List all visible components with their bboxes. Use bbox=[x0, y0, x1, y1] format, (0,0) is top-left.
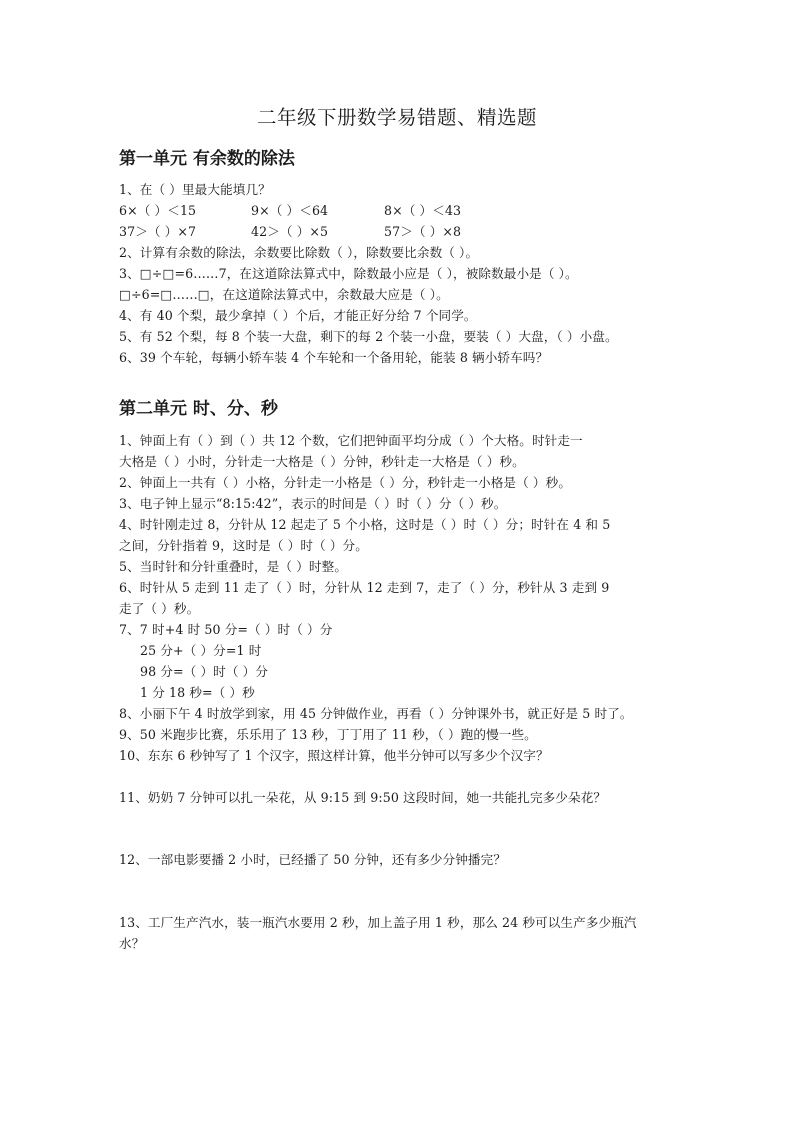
unit2-q1a: 1、钟面上有（ ）到（ ）共 12 个数，它们把钟面平均分成（ ）个大格。时针走一 bbox=[119, 433, 583, 448]
unit1-q4: 4、有 40 个梨，最少拿掉（ ）个后，才能正好分给 7 个同学。 bbox=[119, 308, 477, 323]
unit2-q7b: 25 分+（ ）分=1 时 bbox=[140, 643, 262, 658]
unit1-q5: 5、有 52 个梨，每 8 个装一大盘，剩下的每 2 个装一小盘，要装（ ）大盘，（ ）小盘。 bbox=[119, 329, 618, 344]
unit1-q1-row1 bbox=[119, 201, 719, 221]
unit2-q6a: 6、时针从 5 走到 11 走了（ ）时，分针从 12 走到 7，走了（ ）分，秒针从 3 走到 9 bbox=[119, 580, 610, 595]
unit1-q2: 2、计算有余数的除法，余数要比除数（ ），除数要比余数（ ）。 bbox=[119, 245, 479, 260]
unit2-q10: 10、东东 6 秒钟写了 1 个汉字，照这样计算，他半分钟可以写多少个汉字？ bbox=[119, 748, 549, 763]
unit2-q4b: 之间，分针指着 9，这时是（ ）时（ ）分。 bbox=[119, 538, 368, 553]
unit2-q12: 12、一部电影要播 2 小时，已经播了 50 分钟，还有多少分钟播完？ bbox=[119, 852, 507, 867]
unit2-heading: 第二单元 时、分、秒 bbox=[119, 399, 278, 419]
unit2-q1b: 大格是（ ）小时，分针走一大格是（ ）分钟，秒针走一大格是（ ）秒。 bbox=[119, 454, 525, 469]
unit1-q1: 1、在（ ）里最大能填几？ bbox=[119, 182, 271, 197]
unit2-q13a: 13、工厂生产汽水，装一瓶汽水要用 2 秒，加上盖子用 1 秒，那么 24 秒可以生产多少瓶汽 bbox=[119, 915, 637, 930]
unit2-q7a: 7、7 时+4 时 50 分=（ ）时（ ）分 bbox=[119, 622, 333, 637]
unit1-q1-item5: 42＞（ ）×5 bbox=[251, 224, 329, 239]
unit1-q1-item4: 37＞（ ）×7 bbox=[119, 224, 197, 239]
unit2-q13b: 水？ bbox=[119, 936, 145, 951]
unit2-q6b: 走了（ ）秒。 bbox=[119, 601, 200, 616]
unit1-heading: 第一单元 有余数的除法 bbox=[119, 149, 295, 169]
unit2-q7d: 1 分 18 秒=（ ）秒 bbox=[140, 685, 255, 700]
unit1-q1-row2 bbox=[119, 222, 719, 242]
unit2-q2: 2、钟面上一共有（ ）小格，分针走一小格是（ ）分，秒针走一小格是（ ）秒。 bbox=[119, 475, 572, 490]
unit2-q3: 3、电子钟上显示“8:15:42”，表示的时间是（ ）时（ ）分（ ）秒。 bbox=[119, 496, 507, 511]
unit1-q3b: □÷6=□……□，在这道除法算式中，余数最大应是（ ）。 bbox=[119, 287, 449, 302]
unit2-q8: 8、小丽下午 4 时放学到家，用 45 分钟做作业，再看（ ）分钟课外书，就正好是 5 时了。 bbox=[119, 706, 633, 721]
unit2-q9: 9、50 米跑步比赛，乐乐用了 13 秒，丁丁用了 11 秒，（ ）跑的慢一些。 bbox=[119, 727, 537, 742]
page-title: 二年级下册数学易错题、精选题 bbox=[256, 106, 537, 129]
unit1-q1-item3: 8×（ ）＜43 bbox=[384, 203, 462, 218]
unit1-q1-item2: 9×（ ）＜64 bbox=[251, 203, 329, 218]
unit1-q3a: 3、□÷□=6……7，在这道除法算式中，除数最小应是（ ），被除数最小是（ ）。 bbox=[119, 266, 578, 281]
unit2-q4a: 4、时针刚走过 8，分针从 12 起走了 5 个小格，这时是（ ）时（ ）分；时针在 4 和 5 bbox=[119, 517, 611, 532]
unit1-q1-item6: 57＞（ ）×8 bbox=[384, 224, 462, 239]
unit1-q6: 6、39 个车轮，每辆小轿车装 4 个车轮和一个备用轮，能装 8 辆小轿车吗？ bbox=[119, 350, 549, 365]
unit2-q11: 11、奶奶 7 分钟可以扎一朵花，从 9:15 到 9:50 这段时间，她一共能扎完多少朵花？ bbox=[119, 790, 607, 805]
unit2-q5: 5、当时针和分针重叠时，是（ ）时整。 bbox=[119, 559, 348, 574]
unit2-q7c: 98 分=（ ）时（ ）分 bbox=[140, 664, 269, 679]
unit1-q1-item1: 6×（ ）＜15 bbox=[119, 203, 197, 218]
